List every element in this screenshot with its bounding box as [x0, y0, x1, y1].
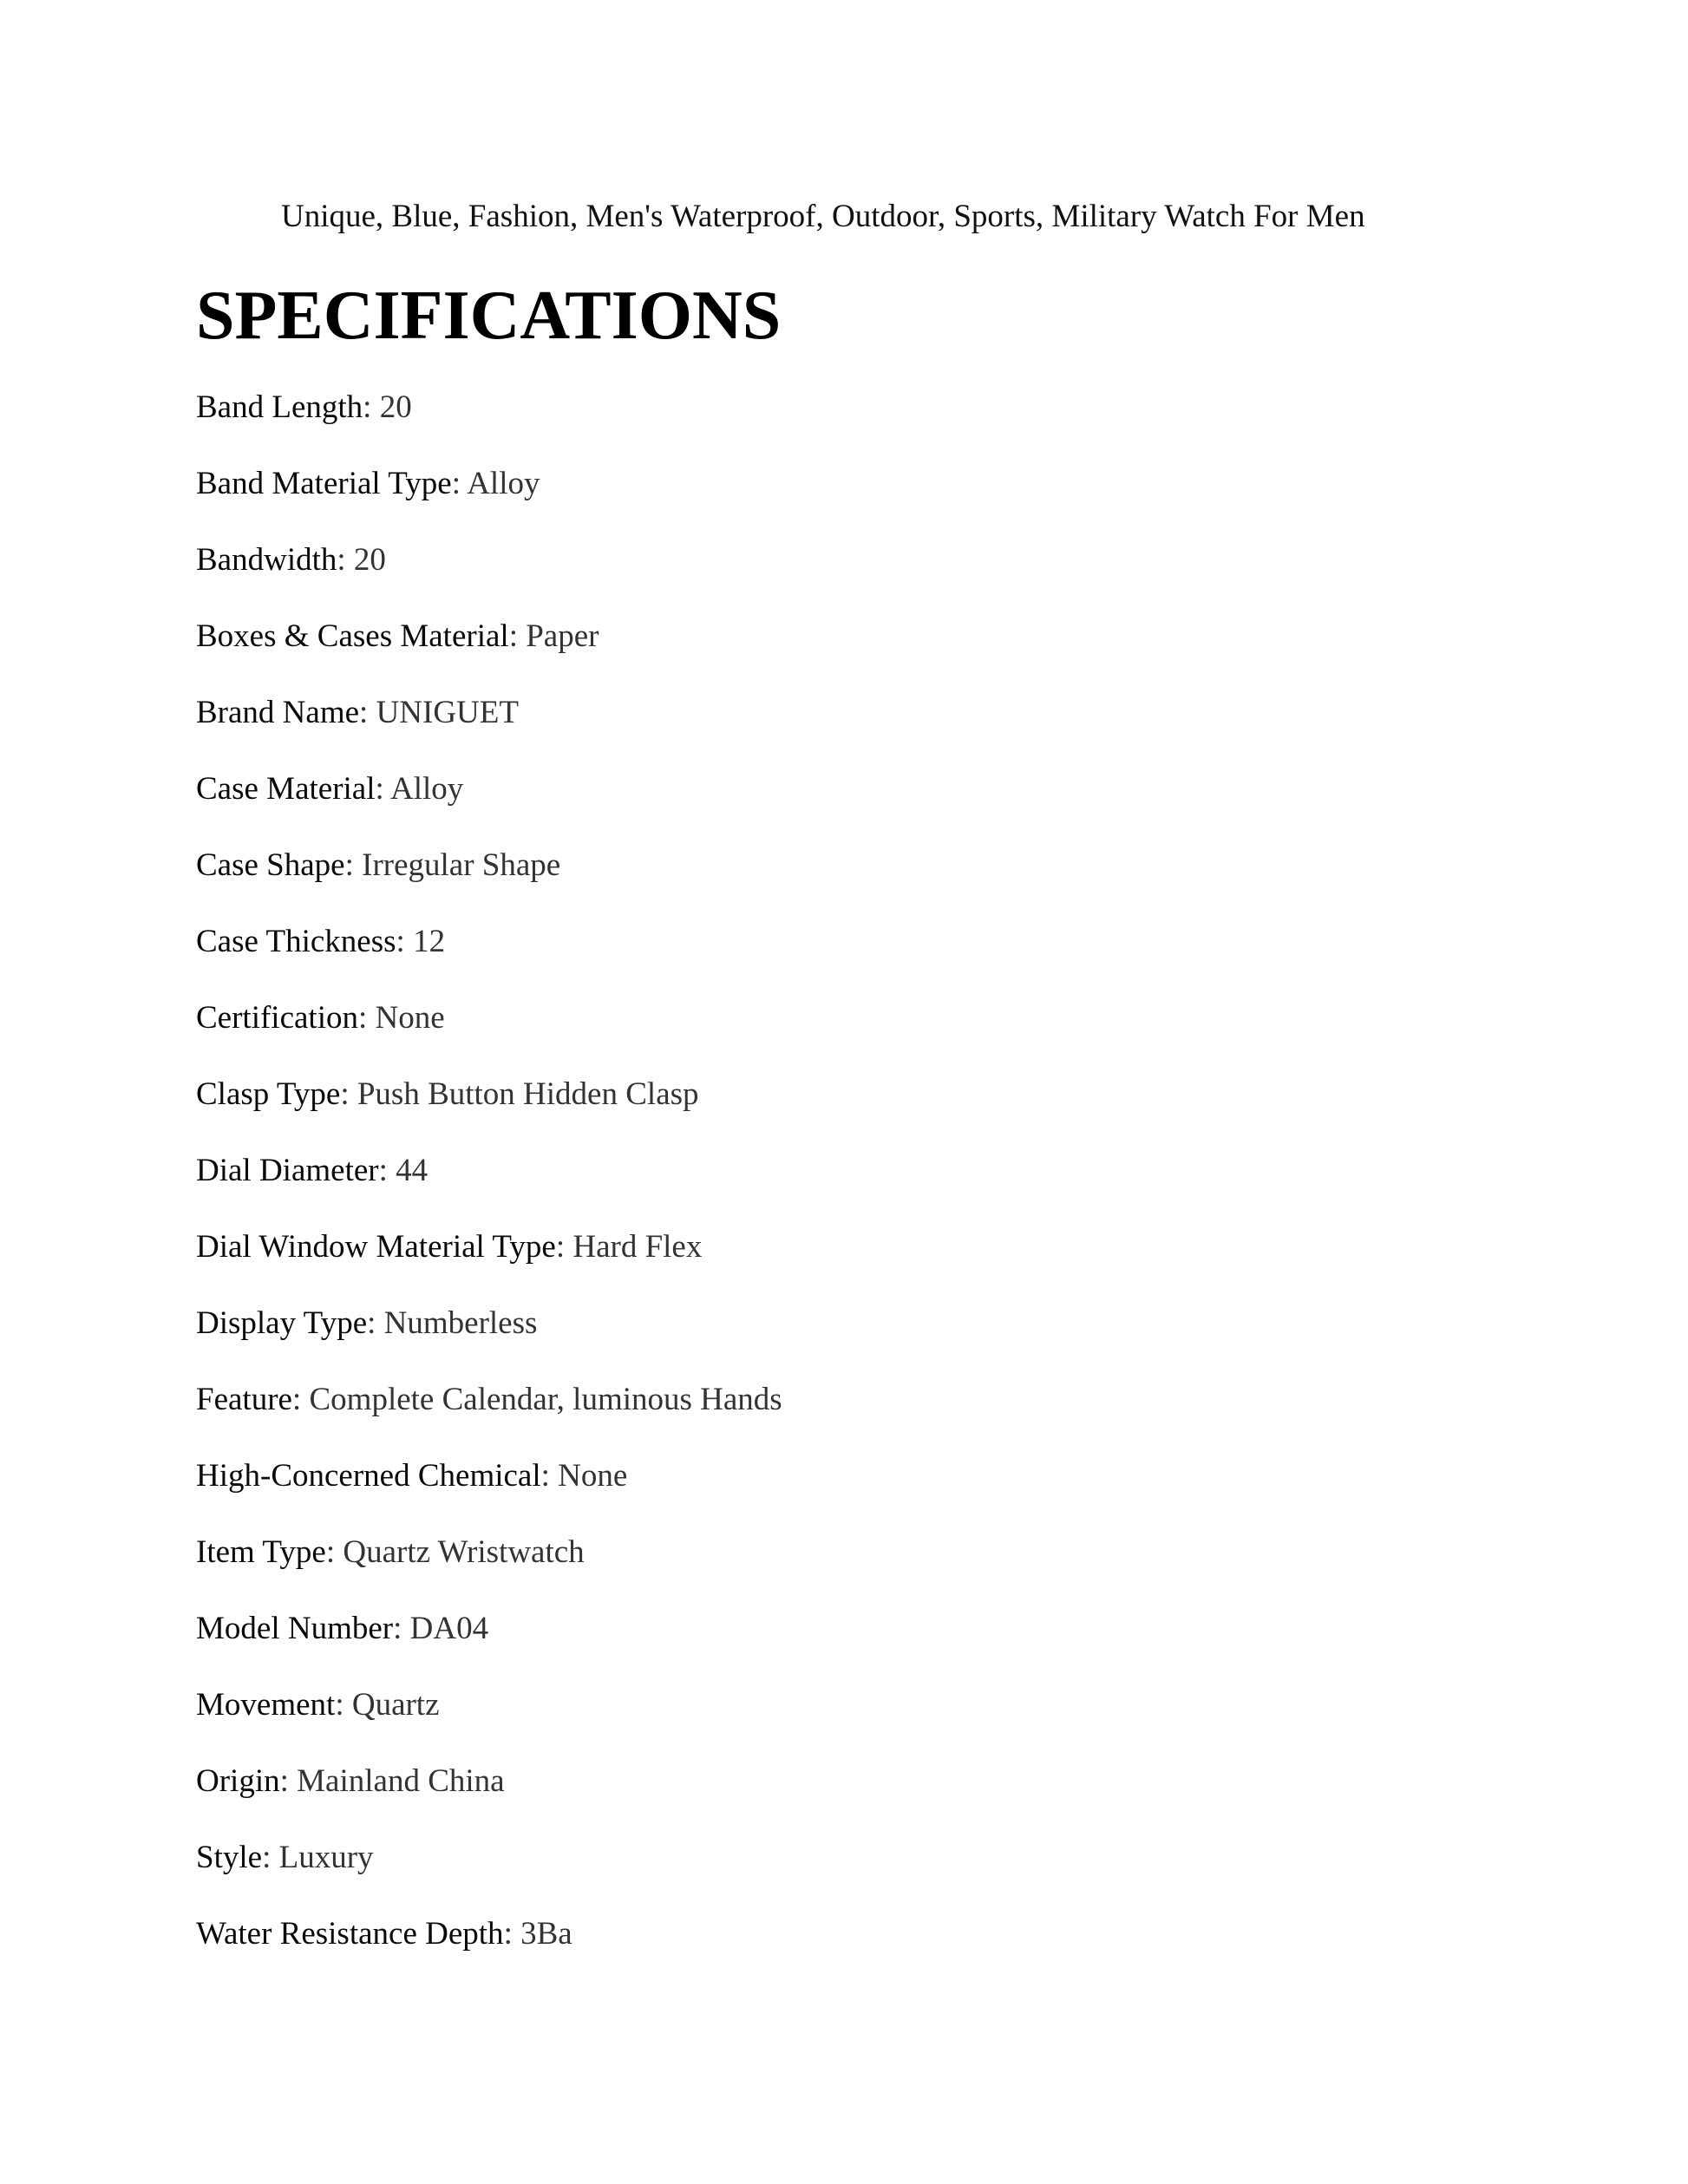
spec-row	[196, 1759, 782, 1835]
spec-key: Item Type	[196, 1534, 326, 1570]
spec-row	[196, 767, 782, 843]
spec-key: Model Number	[196, 1611, 394, 1646]
spec-key: Case Shape	[196, 847, 345, 883]
spec-row	[196, 1454, 782, 1530]
spec-key: Band Material Type	[196, 466, 452, 501]
spec-row	[196, 1225, 782, 1301]
spec-row	[196, 385, 782, 461]
spec-separator: :	[396, 924, 414, 959]
spec-row	[196, 1072, 782, 1148]
spec-value: Paper	[526, 618, 599, 654]
spec-separator: :	[359, 695, 376, 730]
spec-separator: :	[503, 1916, 521, 1952]
spec-row	[196, 996, 782, 1072]
specifications-heading: SPECIFICATIONS	[196, 278, 782, 354]
spec-key: Band Length	[196, 389, 363, 425]
spec-row	[196, 919, 782, 996]
spec-row	[196, 1148, 782, 1225]
spec-key: Certification	[196, 1000, 358, 1036]
spec-row	[196, 843, 782, 919]
spec-row	[196, 1530, 782, 1606]
spec-key: Brand Name	[196, 695, 360, 730]
spec-value: Luxury	[278, 1840, 374, 1875]
spec-key: Display Type	[196, 1305, 368, 1341]
spec-separator: :	[279, 1763, 298, 1799]
spec-value: Irregular Shape	[362, 847, 561, 883]
spec-row	[196, 1912, 782, 1988]
spec-key: Dial Diameter	[196, 1153, 379, 1188]
spec-key: Boxes & Cases Material	[196, 618, 509, 654]
spec-row	[196, 1835, 782, 1912]
spec-key: Case Material	[196, 771, 376, 807]
spec-key: Dial Window Material Type	[196, 1229, 556, 1265]
spec-row	[196, 1606, 782, 1683]
spec-value: Alloy	[467, 466, 540, 501]
spec-value: 44	[396, 1153, 429, 1188]
spec-row	[196, 1301, 782, 1377]
spec-key: Case Thickness	[196, 924, 396, 959]
spec-value: Mainland China	[297, 1763, 505, 1799]
spec-separator: :	[508, 618, 527, 654]
spec-value: Hard Flex	[572, 1229, 703, 1265]
spec-separator: :	[335, 1687, 352, 1723]
spec-key: Origin	[196, 1763, 280, 1799]
spec-separator: :	[325, 1534, 343, 1570]
spec-key: Feature	[196, 1382, 292, 1417]
spec-value: None	[558, 1458, 628, 1494]
spec-separator: :	[340, 1076, 357, 1112]
spec-list	[196, 385, 782, 1988]
spec-value: Numberless	[383, 1305, 538, 1341]
spec-separator: :	[358, 1000, 376, 1036]
spec-separator: :	[367, 1305, 384, 1341]
spec-separator: :	[378, 1153, 396, 1188]
spec-key: Clasp Type	[196, 1076, 341, 1112]
spec-row	[196, 461, 782, 538]
product-title: Unique, Blue, Fashion, Men's Waterproof, Outdoor, Sports, Military Watch For Men	[281, 199, 1365, 234]
spec-row	[196, 1377, 782, 1454]
spec-row	[196, 538, 782, 614]
spec-value: DA04	[409, 1611, 489, 1646]
spec-key: Bandwidth	[196, 542, 337, 578]
spec-separator: :	[291, 1382, 310, 1417]
spec-separator: :	[393, 1611, 410, 1646]
spec-separator: :	[451, 466, 468, 501]
spec-value: 20	[353, 542, 386, 578]
spec-value: Quartz Wristwatch	[343, 1534, 585, 1570]
spec-key: Movement	[196, 1687, 336, 1723]
spec-value: UNIGUET	[376, 695, 519, 730]
spec-value: 3Ba	[520, 1916, 572, 1952]
spec-key: Water Resistance Depth	[196, 1916, 504, 1952]
spec-separator: :	[262, 1840, 279, 1875]
spec-value: Alloy	[390, 771, 464, 807]
spec-value: Push Button Hidden Clasp	[357, 1076, 699, 1112]
spec-key: Style	[196, 1840, 263, 1875]
spec-separator: :	[375, 771, 390, 807]
spec-key: High-Concerned Chemical	[196, 1458, 541, 1494]
spec-value: 20	[379, 389, 412, 425]
spec-value: Quartz	[351, 1687, 440, 1723]
spec-value: 12	[413, 924, 446, 959]
spec-separator: :	[337, 542, 354, 578]
spec-separator: :	[363, 389, 380, 425]
spec-row	[196, 614, 782, 690]
spec-separator: :	[555, 1229, 573, 1265]
spec-separator: :	[344, 847, 363, 883]
spec-row	[196, 1683, 782, 1759]
spec-row	[196, 690, 782, 767]
spec-value: Complete Calendar, luminous Hands	[309, 1382, 782, 1417]
spec-value: None	[375, 1000, 445, 1036]
spec-separator: :	[540, 1458, 559, 1494]
